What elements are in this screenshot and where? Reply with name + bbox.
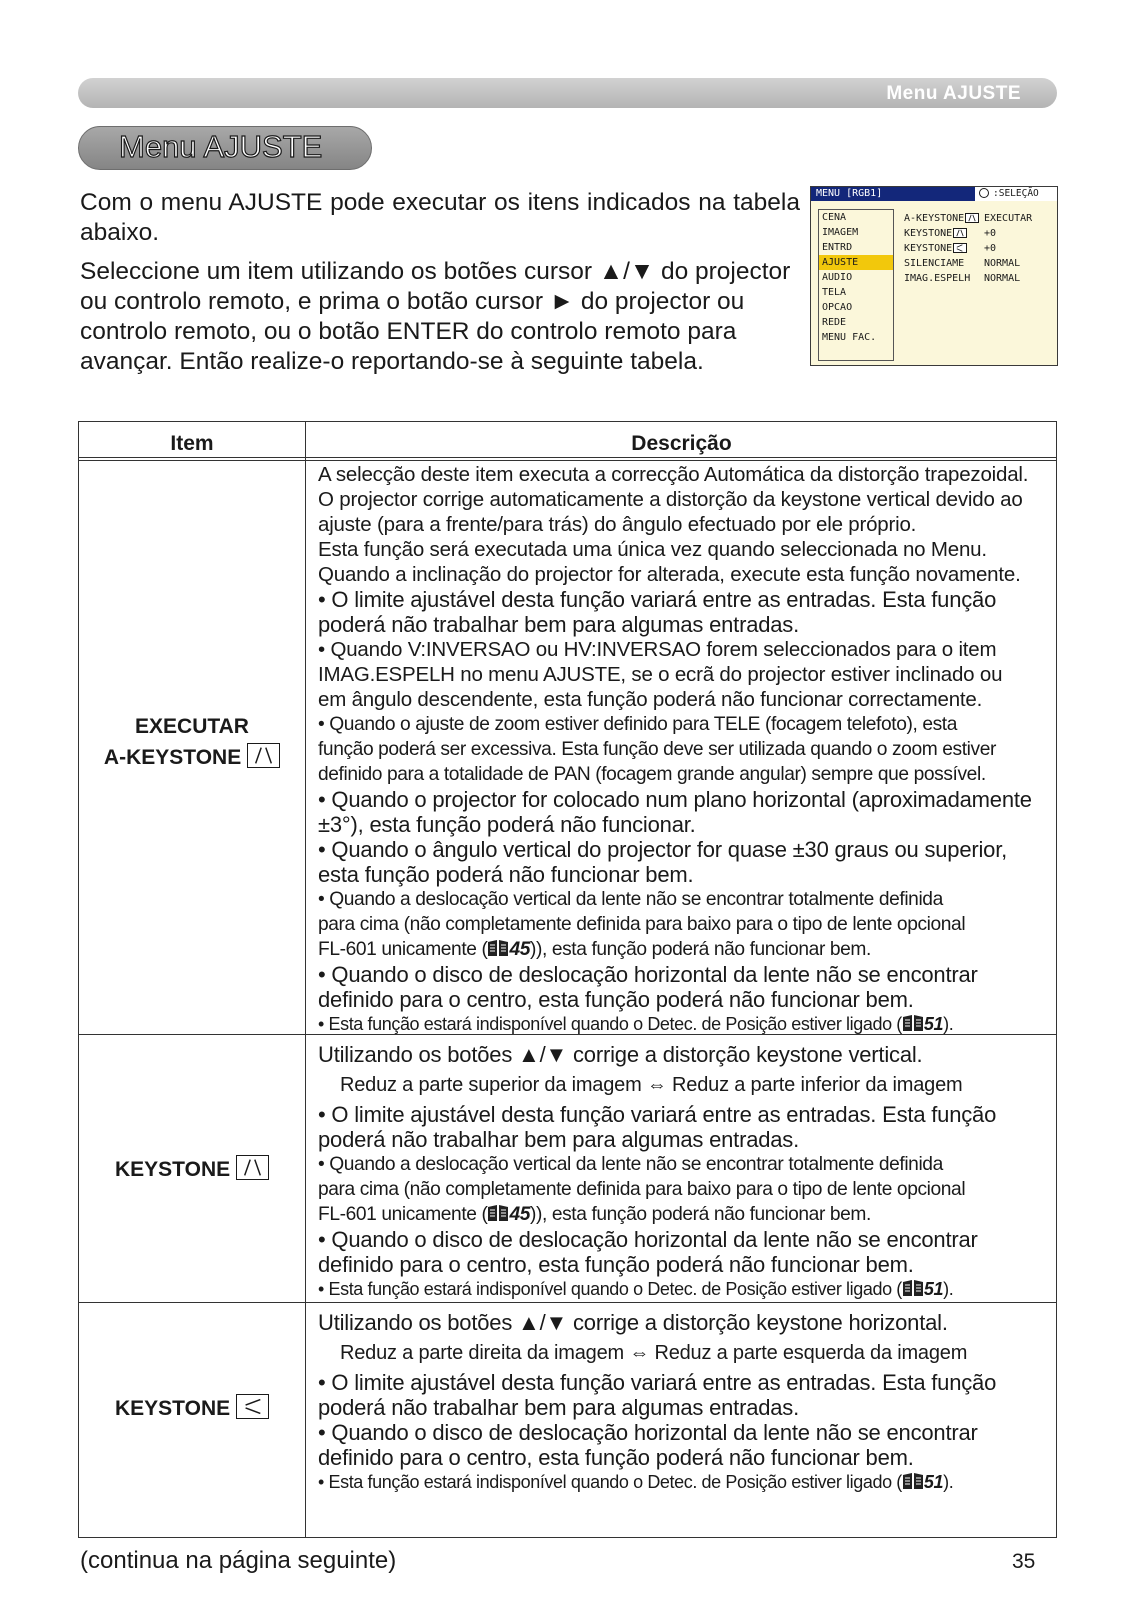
book-reference-icon [902, 1279, 924, 1297]
book-reference-icon [902, 1472, 924, 1490]
select-button-icon [979, 188, 989, 198]
book-reference-icon [487, 1204, 509, 1222]
keystone-vertical-icon [953, 228, 967, 238]
menu-item-audio: AUDIO [822, 272, 853, 283]
table-header-divider [79, 457, 1056, 461]
menu-item-cena: CENA [822, 212, 847, 223]
menu-item-imagem: IMAGEM [822, 227, 859, 238]
keystone-vertical-icon [247, 743, 280, 768]
menu-screen-header-right: :SELEÇÃO [974, 187, 1057, 201]
table-row-description-keystone-vertical: Utilizando os botões ▲/▼ corrige a distorção keystone vertical. Reduz a parte superior da imagem ⇔ Reduz a parte inferior da imagem • O limite ajustável desta função variará entre as entradas. Esta função poderá não trabalhar bem para algumas entradas. • Quando a deslocação vertical da lente não se encontrar totalmente definida para cima (não completamente definida para baixo para o tipo de lente opcional FL-601 unicamente ( 45)), esta função poderá não funcionar bem. • Quando o disco de deslocação horizontal da lente não se encontrar definido para o centro, esta função poderá não funcionar bem. • Esta função estará indisponível quando o Detec. de Posição estiver ligado ( 51). [318, 1042, 997, 1299]
page-reference: 51 [923, 1014, 944, 1034]
menu-item-opcao: OPCAO [822, 302, 853, 313]
menu-screen-left-list [818, 209, 894, 361]
menu-row-keystone-vertical: KEYSTONE +0 [904, 228, 997, 239]
section-title: Menu AJUSTE [119, 129, 323, 164]
keystone-horizontal-icon [953, 243, 967, 253]
header-bar [78, 78, 1057, 108]
menu-item-entrd: ENTRD [822, 242, 853, 253]
header-bar-label: Menu AJUSTE [886, 83, 1021, 104]
continue-note: (continua na página seguinte) [80, 1547, 397, 1574]
table-header-item: Item [170, 432, 214, 455]
table-row-description-keystone-horizontal: Utilizando os botões ▲/▼ corrige a distorção keystone horizontal. Reduz a parte direita da imagem ⇔ Reduz a parte esquerda da imagem • O limite ajustável desta função variará entre as entradas. Esta função poderá não trabalhar bem para algumas entradas. • Quando o disco de deslocação horizontal da lente não se encontrar definido para o centro, esta função poderá não funcionar bem. • Esta função estará indisponível quando o Detec. de Posição estiver ligado ( 51). [318, 1310, 997, 1492]
page-reference: 45 [509, 1204, 530, 1225]
page-reference: 51 [923, 1279, 944, 1299]
menu-screen-header-left: MENU [RGB1] [816, 188, 883, 199]
keystone-vertical-icon [236, 1155, 269, 1180]
menu-screen-header [811, 187, 1057, 201]
page-reference: 45 [509, 939, 530, 960]
menu-row-silenciame: SILENCIAME NORMAL [904, 258, 1021, 269]
table-row-description-executar-a-keystone: A selecção deste item executa a correcção Automática da distorção trapezoidal. O projector corrige automaticamente a distorção da keystone vertical devido ao ajuste (para a frente/para trás) do ângulo efectuado por ele próprio. Esta função será executada uma única vez quando seleccionada no Menu. Quando a inclinação do projector for alterada, execute esta função novamente. • O limite ajustável desta função variará entre as entradas. Esta função poderá não trabalhar bem para algumas entradas. • Quando V:INVERSAO ou HV:INVERSAO forem seleccionados para o item IMAG.ESPELH no menu AJUSTE, se o ecrã do projector estiver inclinado ou em ângulo descendente, esta função poderá não funcionar correctamente. • Quando o ajuste de zoom estiver definido para TELE (focagem telefoto), esta função poderá ser excessiva. Esta função deve ser utilizada quando o zoom estiver definido para a totalidade de PAN (focagem grande angular) sempre que possível. • Quando o projector for colocado num plano horizontal (aproximadamente ±3°), esta função poderá não funcionar. • Quando o ângulo vertical do projector for quase ±30 graus ou superior, esta função poderá não funcionar bem. • Quando a deslocação vertical da lente não se encontrar totalmente definida para cima (não completamente definida para baixo para o tipo de lente opcional FL-601 unicamente ( 45)), esta função poderá não funcionar bem. • Quando o disco de deslocação horizontal da lente não se encontrar definido para o centro, esta função poderá não funcionar bem. • Esta função estará indisponível quando o Detec. de Posição estiver ligado ( 51). [318, 463, 1032, 1034]
intro-paragraph-2: Seleccione um item utilizando os botões cursor ▲/▼ do projector ou controlo remoto, e prima o botão cursor ► do projector ou controlo remoto, ou o botão ENTER do controlo remoto para avançar. Então realize-o reportando-se à seguinte tabela. [80, 258, 791, 375]
table-header-description: Descrição [631, 432, 732, 455]
menu-screen [810, 186, 1058, 366]
book-reference-icon [902, 1014, 924, 1032]
intro-text [80, 188, 800, 386]
menu-row-a-keystone: A-KEYSTONE EXECUTAR [904, 213, 1033, 224]
menu-item-rede: REDE [822, 317, 847, 328]
section-title-pill [78, 126, 372, 170]
settings-table [78, 421, 1057, 1538]
page-number: 35 [1012, 1550, 1036, 1573]
table-row-divider-2 [79, 1302, 1056, 1303]
keystone-vertical-icon [965, 213, 979, 223]
table-row-item-executar-a-keystone: EXECUTAR A-KEYSTONE [79, 711, 305, 773]
book-reference-icon [487, 939, 509, 957]
menu-item-menu-fac: MENU FAC. [822, 332, 877, 343]
table-row-item-keystone-horizontal: KEYSTONE [79, 1393, 305, 1424]
table-row-item-keystone-vertical: KEYSTONE [79, 1154, 305, 1185]
menu-row-imag-espelh: IMAG.ESPELH NORMAL [904, 273, 1021, 284]
intro-paragraph-1: Com o menu AJUSTE pode executar os itens indicados na tabela abaixo. [80, 189, 800, 246]
menu-screen-right-list [904, 211, 1054, 286]
table-column-divider [305, 422, 306, 1537]
page-reference: 51 [923, 1472, 944, 1492]
menu-row-keystone-horizontal: KEYSTONE +0 [904, 243, 997, 254]
menu-item-ajuste: AJUSTE [819, 255, 893, 270]
menu-item-tela: TELA [822, 287, 847, 298]
keystone-horizontal-icon [236, 1394, 269, 1419]
